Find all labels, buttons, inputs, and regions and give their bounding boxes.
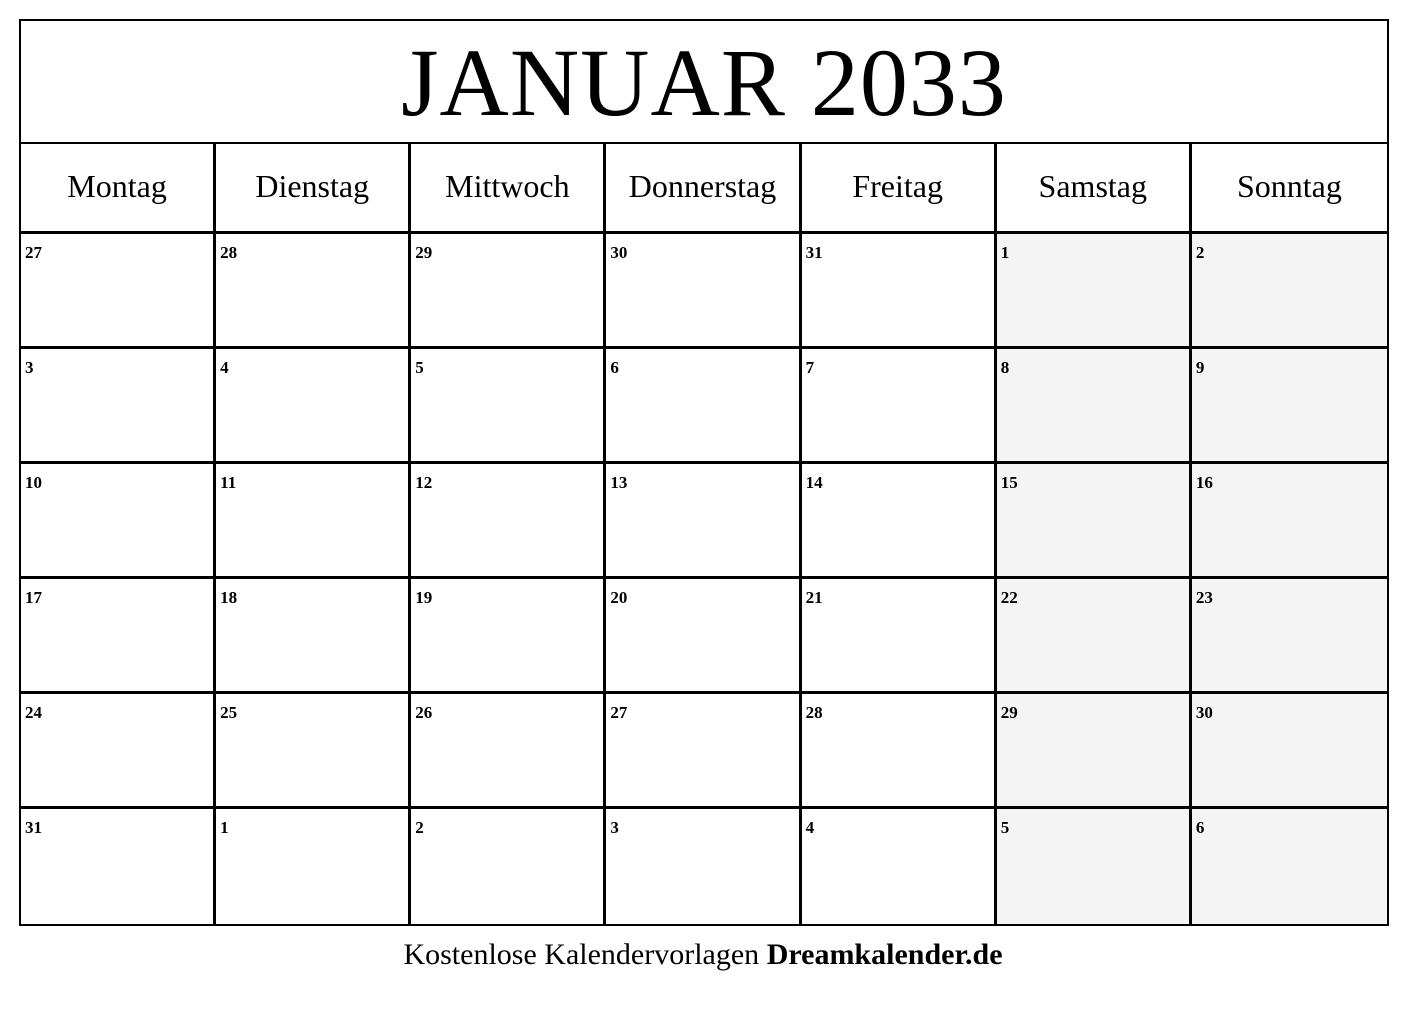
day-number: 19	[415, 588, 433, 607]
day-cell	[216, 809, 411, 924]
day-cell	[216, 349, 411, 464]
day-cell	[21, 234, 216, 349]
day-cell	[606, 234, 801, 349]
calendar-title: JANUAR 2033	[21, 21, 1387, 144]
day-cell	[21, 349, 216, 464]
calendar-grid	[21, 144, 1387, 924]
day-number: 6	[610, 358, 619, 377]
day-number: 31	[25, 818, 42, 837]
day-cell	[802, 464, 997, 579]
day-number: 3	[25, 358, 34, 377]
day-cell	[1192, 579, 1387, 694]
day-number: 29	[1000, 703, 1018, 722]
day-number: 1	[1000, 243, 1010, 262]
day-number: 9	[1195, 358, 1205, 377]
day-number: 21	[805, 588, 823, 607]
weekday-header-wednesday: Mittwoch	[411, 144, 606, 234]
day-cell	[216, 464, 411, 579]
day-cell	[21, 579, 216, 694]
day-cell	[606, 349, 801, 464]
day-number: 14	[805, 473, 823, 492]
footer	[0, 938, 1406, 972]
day-number: 24	[25, 703, 42, 722]
day-number: 7	[805, 358, 815, 377]
day-number: 11	[220, 473, 237, 492]
day-cell	[606, 694, 801, 809]
day-number: 10	[25, 473, 42, 492]
day-number: 5	[1000, 818, 1010, 837]
day-number: 30	[610, 243, 628, 262]
day-cell	[606, 579, 801, 694]
calendar	[19, 19, 1389, 926]
day-number: 28	[805, 703, 823, 722]
day-cell	[802, 579, 997, 694]
day-cell	[997, 234, 1192, 349]
day-cell	[997, 694, 1192, 809]
day-cell	[1192, 234, 1387, 349]
day-number: 8	[1000, 358, 1010, 377]
weekday-header-thursday: Donnerstag	[606, 144, 801, 234]
weekday-header-friday: Freitag	[802, 144, 997, 234]
day-number: 23	[1195, 588, 1213, 607]
day-cell	[411, 579, 606, 694]
day-cell	[1192, 464, 1387, 579]
day-cell	[997, 809, 1192, 924]
day-number: 15	[1000, 473, 1018, 492]
weekday-header-sunday: Sonntag	[1192, 144, 1387, 234]
day-number: 25	[220, 703, 238, 722]
day-cell	[1192, 349, 1387, 464]
day-number: 17	[25, 588, 42, 607]
day-number: 27	[25, 243, 42, 262]
day-number: 28	[220, 243, 238, 262]
day-cell	[216, 694, 411, 809]
day-cell	[216, 234, 411, 349]
day-number: 26	[415, 703, 433, 722]
day-cell	[1192, 694, 1387, 809]
day-number: 5	[415, 358, 424, 377]
day-cell	[411, 464, 606, 579]
day-number: 16	[1195, 473, 1213, 492]
day-number: 4	[220, 358, 229, 377]
day-number: 1	[220, 818, 229, 837]
weekday-header-monday: Montag	[21, 144, 216, 234]
footer-brand: Dreamkalender.de	[766, 938, 1003, 971]
day-number: 22	[1000, 588, 1018, 607]
day-number: 27	[610, 703, 628, 722]
day-cell	[216, 579, 411, 694]
weekday-header-tuesday: Dienstag	[216, 144, 411, 234]
day-number: 18	[220, 588, 238, 607]
day-cell	[411, 694, 606, 809]
weekday-header-saturday: Samstag	[997, 144, 1192, 234]
day-cell	[1192, 809, 1387, 924]
day-number: 12	[415, 473, 433, 492]
day-cell	[802, 234, 997, 349]
day-cell	[802, 694, 997, 809]
day-number: 2	[415, 818, 424, 837]
day-number: 4	[805, 818, 815, 837]
day-cell	[411, 349, 606, 464]
footer-text: Kostenlose Kalendervorlagen	[403, 938, 760, 971]
day-number: 3	[610, 818, 619, 837]
day-cell	[411, 234, 606, 349]
day-number: 2	[1195, 243, 1205, 262]
day-cell	[606, 809, 801, 924]
day-cell	[606, 464, 801, 579]
day-cell	[21, 464, 216, 579]
day-cell	[802, 349, 997, 464]
day-cell	[411, 809, 606, 924]
day-number: 13	[610, 473, 628, 492]
day-number: 31	[805, 243, 823, 262]
day-cell	[21, 694, 216, 809]
day-number: 6	[1195, 818, 1205, 837]
day-number: 20	[610, 588, 628, 607]
day-cell	[997, 464, 1192, 579]
day-number: 29	[415, 243, 433, 262]
day-cell	[21, 809, 216, 924]
day-cell	[802, 809, 997, 924]
day-cell	[997, 349, 1192, 464]
day-number: 30	[1195, 703, 1213, 722]
day-cell	[997, 579, 1192, 694]
